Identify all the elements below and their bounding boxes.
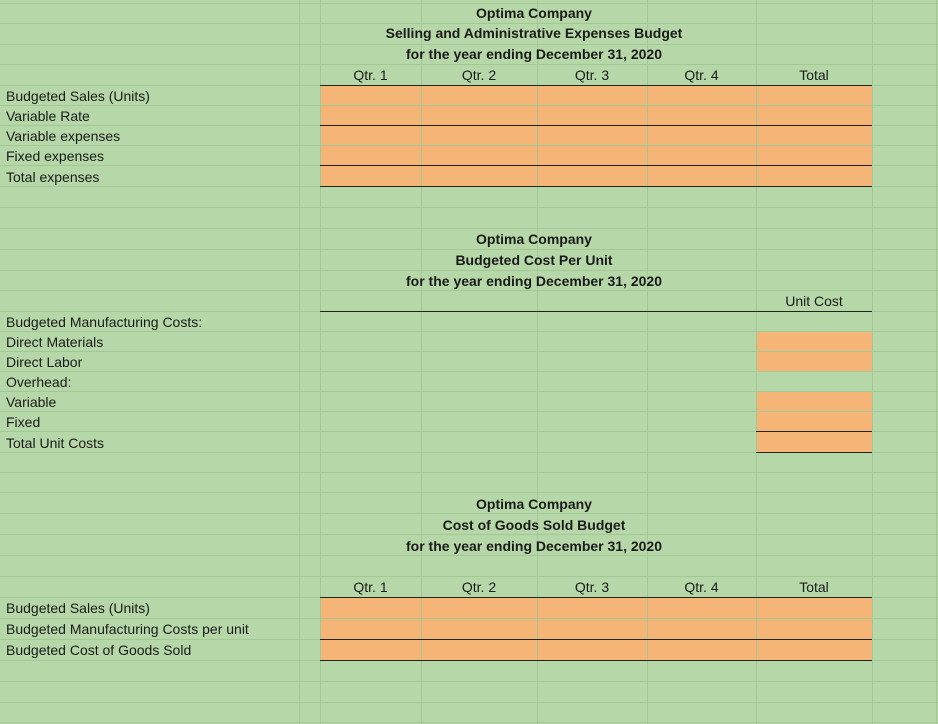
input-unit-cost-variable[interactable] [756,391,872,411]
input-unit-cost-total[interactable] [756,431,872,452]
section3-row-cost-of-goods-sold: Budgeted Cost of Goods Sold [6,642,192,658]
section1-row-fixed-expenses: Fixed expenses [6,148,105,164]
section3-col-qtr2: Qtr. 2 [461,579,497,595]
section2-title-name: Budgeted Cost Per Unit [455,252,613,268]
section3-row-budgeted-sales: Budgeted Sales (Units) [6,600,150,616]
section3-col-qtr4: Qtr. 4 [684,579,719,595]
section3-title-period: for the year ending December 31, 2020 [406,538,662,554]
section2-row-total-unit-costs: Total Unit Costs [6,435,105,451]
section1-title-company: Optima Company [476,5,592,21]
section1-col-total: Total [799,67,829,83]
section1-row-total-expenses: Total expenses [6,169,100,185]
section1-title-name: Selling and Administrative Expenses Budget [385,25,683,41]
input-range-cogs[interactable] [320,597,872,660]
section3-title-company: Optima Company [476,496,592,512]
section1-col-qtr1: Qtr. 1 [353,67,388,83]
section2-row-variable: Variable [6,394,57,410]
section2-row-overhead: Overhead: [6,374,72,390]
section2-title-company: Optima Company [476,231,592,247]
section3-col-total: Total [799,579,829,595]
section1-title-period: for the year ending December 31, 2020 [406,46,662,62]
section1-row-variable-expenses: Variable expenses [6,128,121,144]
section2-row-direct-labor: Direct Labor [6,354,83,370]
section3-row-mfg-costs-per-unit: Budgeted Manufacturing Costs per unit [6,621,249,637]
section2-row-budgeted-mfg-costs: Budgeted Manufacturing Costs: [6,314,203,330]
section1-row-budgeted-sales: Budgeted Sales (Units) [6,88,150,104]
section2-title-period: for the year ending December 31, 2020 [406,273,662,289]
input-range-selling-admin[interactable] [320,85,872,186]
section1-col-qtr4: Qtr. 4 [684,67,719,83]
section3-col-qtr3: Qtr. 3 [574,579,610,595]
section2-row-fixed: Fixed [6,414,41,430]
section1-col-qtr2: Qtr. 2 [461,67,497,83]
section3-title-name: Cost of Goods Sold Budget [442,517,626,533]
section3-col-qtr1: Qtr. 1 [353,579,388,595]
section2-row-direct-materials: Direct Materials [6,334,104,350]
section1-row-variable-rate: Variable Rate [6,108,90,124]
input-unit-cost-direct-labor[interactable] [756,351,872,371]
input-unit-cost-fixed[interactable] [756,411,872,431]
section2-col-unit-cost: Unit Cost [785,293,843,309]
section1-col-qtr3: Qtr. 3 [574,67,610,83]
input-unit-cost-direct-materials[interactable] [756,331,872,351]
